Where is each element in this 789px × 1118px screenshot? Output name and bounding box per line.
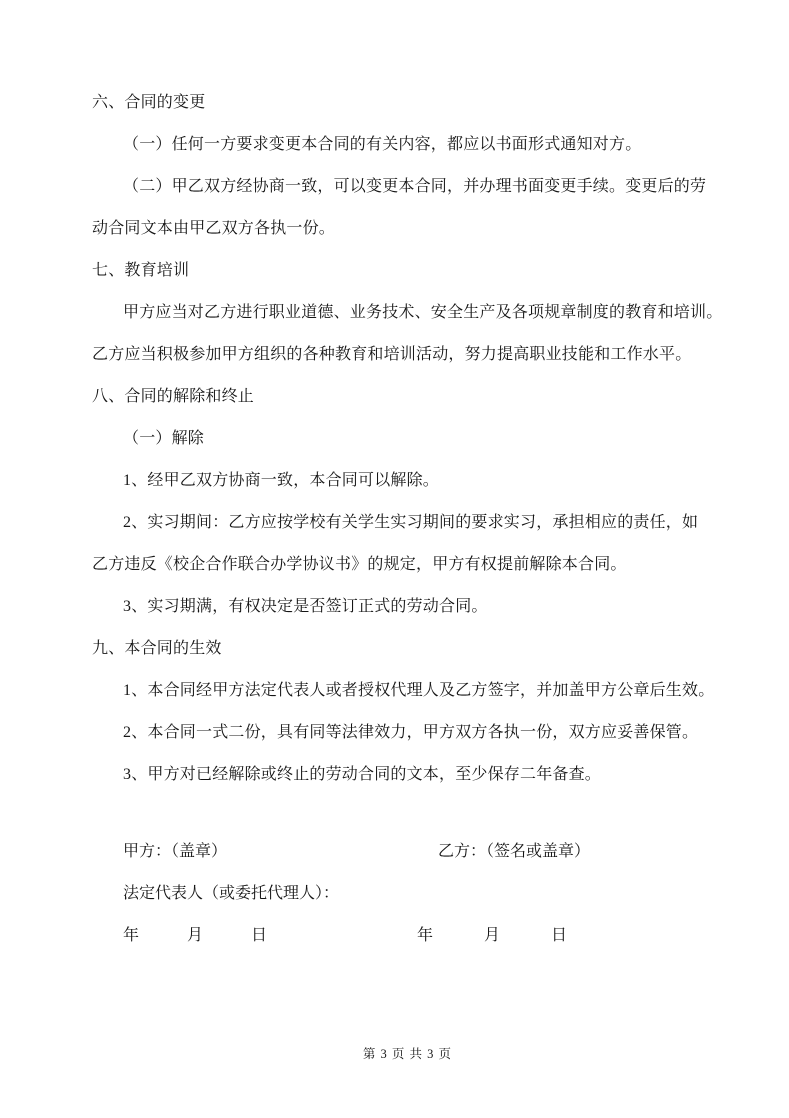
contract-line: 2、本合同一式二份，具有同等法律效力，甲方双方各执一份，双方应妥善保管。	[123, 724, 699, 741]
party-a-date-line	[123, 926, 267, 946]
document-body	[92, 82, 723, 796]
legal-representative-label: 法定代表人（或委托代理人）：	[123, 885, 340, 902]
page-number-footer: 第 3 页 共 3 页	[362, 1047, 453, 1061]
contract-line: 乙方应当积极参加甲方组织的各种教育和培训活动，努力提高职业技能和工作水平。	[92, 346, 692, 363]
year-label: 年	[123, 927, 140, 944]
party-a-signature-label: 甲方：（盖章）	[123, 843, 228, 860]
contract-line: （一）任何一方要求变更本合同的有关内容，都应以书面形式通知对方。	[123, 136, 642, 153]
section-heading: 九、本合同的生效	[92, 640, 222, 657]
month-label: 月	[187, 927, 204, 944]
day-label: 日	[251, 927, 268, 944]
section-heading: 八、合同的解除和终止	[92, 388, 255, 405]
party-b-date-line	[417, 926, 567, 946]
contract-line: 1、经甲乙双方协商一致，本合同可以解除。	[123, 472, 440, 489]
section-heading: 七、教育培训	[92, 262, 190, 279]
contract-line: 乙方违反《校企合作联合办学协议书》的规定，甲方有权提前解除本合同。	[92, 556, 627, 573]
contract-line: 3、实习期满，有权决定是否签订正式的劳动合同。	[123, 598, 488, 615]
contract-line: 动合同文本由甲乙双方各执一份。	[92, 220, 336, 237]
contract-line: 1、本合同经甲方法定代表人或者授权代理人及乙方签字，并加盖甲方公章后生效。	[123, 682, 715, 699]
party-b-signature-label: 乙方：（签名或盖章）	[438, 843, 591, 860]
month-label: 月	[484, 927, 501, 944]
contract-line: 甲方应当对乙方进行职业道德、业务技术、安全生产及各项规章制度的教育和培训。	[123, 304, 723, 321]
section-heading: 六、合同的变更	[92, 94, 206, 111]
contract-line: 3、甲方对已经解除或终止的劳动合同的文本，至少保存二年备查。	[123, 766, 602, 783]
contract-line: 2、实习期间：乙方应按学校有关学生实习期间的要求实习，承担相应的责任，如	[123, 514, 699, 531]
contract-line: （二）甲乙双方经协商一致，可以变更本合同，并办理书面变更手续。变更后的劳	[123, 178, 707, 195]
day-label: 日	[551, 927, 568, 944]
contract-line: （一）解除	[123, 430, 205, 447]
year-label: 年	[417, 927, 434, 944]
